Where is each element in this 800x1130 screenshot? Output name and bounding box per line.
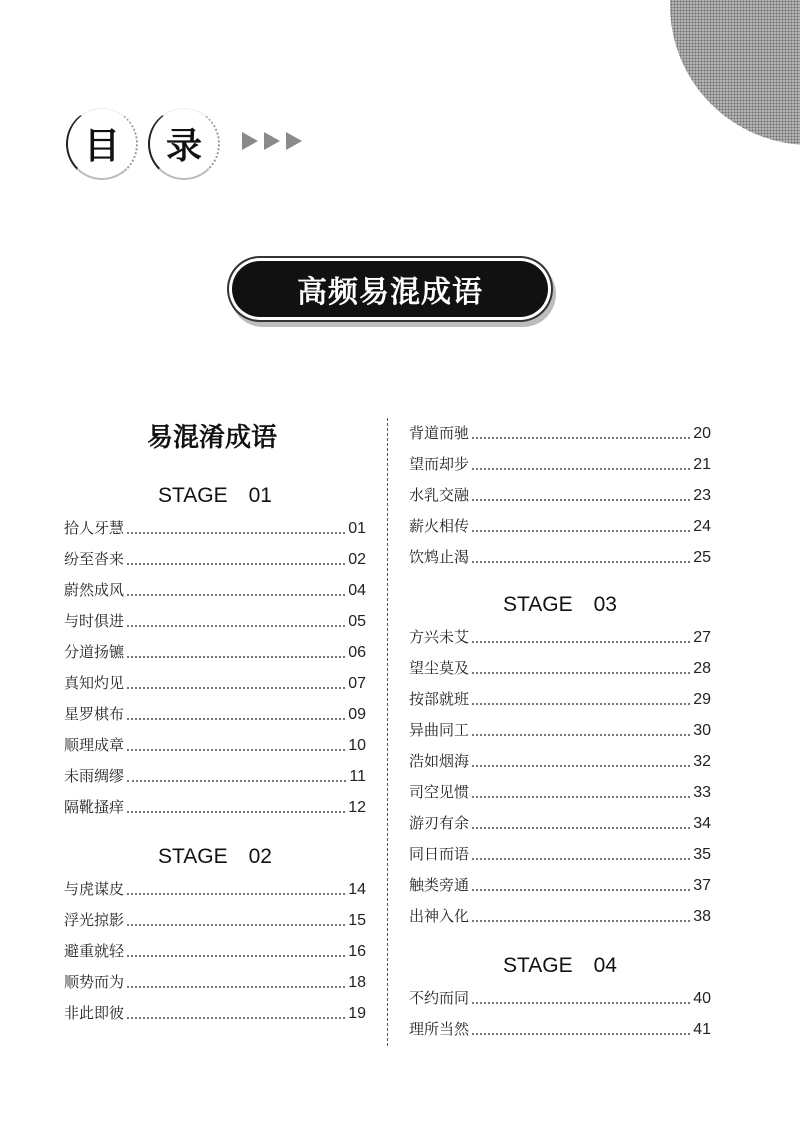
dot-leader (127, 924, 345, 926)
toc-entry-title: 隔靴搔痒 (64, 798, 125, 816)
toc-entry-page: 10 (348, 737, 366, 754)
dot-leader (472, 530, 690, 532)
toc-entry[interactable] (409, 623, 711, 647)
dot-leader (127, 687, 345, 689)
dot-leader (472, 734, 690, 736)
toc-entry-title: 蔚然成风 (64, 581, 125, 599)
dot-leader (472, 561, 690, 563)
toc-entry-title: 出神入化 (409, 907, 470, 925)
toc-entry-page: 41 (693, 1021, 711, 1038)
toc-entry-title: 理所当然 (409, 1020, 470, 1038)
toc-entry-title: 纷至沓来 (64, 550, 125, 568)
toc-entry-title: 望尘莫及 (409, 659, 470, 677)
toc-entry-page: 32 (693, 753, 711, 770)
toc-entry-title: 不约而同 (409, 989, 470, 1007)
heading-arrows (242, 132, 302, 150)
stage-label: STAGE 04 (503, 954, 617, 977)
toc-entry-page: 07 (348, 675, 366, 692)
toc-entry-page: 33 (693, 784, 711, 801)
toc-entry-title: 背道而驰 (409, 424, 470, 442)
toc-entry-title: 顺势而为 (64, 973, 125, 991)
heading-char-1: 目 (66, 108, 138, 180)
toc-entry[interactable] (409, 716, 711, 740)
dot-leader (472, 703, 690, 705)
toc-entry[interactable] (409, 481, 711, 505)
toc-entry[interactable] (409, 512, 711, 536)
toc-entry-title: 司空见惯 (409, 783, 470, 801)
toc-entry-page: 38 (693, 908, 711, 925)
toc-entry[interactable] (409, 1015, 711, 1039)
dot-leader (472, 765, 690, 767)
toc-entry-title: 分道扬镳 (64, 643, 125, 661)
toc-entry-page: 40 (693, 990, 711, 1007)
toc-entry-title: 星罗棋布 (64, 705, 125, 723)
toc-entry-page: 23 (693, 487, 711, 504)
toc-entry[interactable] (409, 778, 711, 802)
toc-entry-page: 37 (693, 877, 711, 894)
toc-entry-page: 02 (348, 551, 366, 568)
column-divider (387, 418, 388, 1046)
toc-entry[interactable] (409, 654, 711, 678)
toc-entry-page: 12 (348, 799, 366, 816)
stage-label: STAGE 03 (503, 593, 617, 616)
toc-entry-title: 非此即彼 (64, 1004, 125, 1022)
toc-entry-title: 浩如烟海 (409, 752, 470, 770)
toc-entry-page: 18 (348, 974, 366, 991)
toc-entry-page: 30 (693, 722, 711, 739)
toc-entry[interactable] (409, 871, 711, 895)
toc-entry[interactable] (64, 576, 366, 600)
stage-label: STAGE 01 (158, 484, 272, 507)
dot-leader (472, 827, 690, 829)
toc-entry-title: 异曲同工 (409, 721, 470, 739)
dot-leader (472, 1033, 690, 1035)
section-banner: 高频易混成语 (232, 261, 548, 317)
dot-leader (127, 563, 345, 565)
toc-entry-page: 21 (693, 456, 711, 473)
toc-entry-title: 方兴未艾 (409, 628, 470, 646)
toc-entry-title: 真知灼见 (64, 674, 125, 692)
dot-leader (472, 499, 690, 501)
toc-entry-title: 与时俱进 (64, 612, 125, 630)
toc-entry[interactable] (64, 875, 366, 899)
dot-leader (472, 858, 690, 860)
dot-leader (127, 811, 345, 813)
dot-leader (472, 437, 690, 439)
toc-entry[interactable] (64, 638, 366, 662)
toc-entry-page: 28 (693, 660, 711, 677)
toc-entry-title: 未雨绸缪 (64, 767, 125, 785)
dot-leader (127, 1017, 345, 1019)
dot-leader (127, 780, 346, 782)
dot-leader (472, 672, 690, 674)
toc-entry[interactable] (409, 747, 711, 771)
toc-entry[interactable] (409, 543, 711, 567)
toc-entry-title: 与虎谋皮 (64, 880, 125, 898)
toc-entry[interactable] (64, 607, 366, 631)
toc-entry-page: 14 (348, 881, 366, 898)
dot-leader (127, 656, 345, 658)
toc-entry-page: 11 (349, 768, 366, 785)
dot-leader (472, 796, 690, 798)
toc-entry-title: 水乳交融 (409, 486, 470, 504)
toc-entry[interactable] (64, 906, 366, 930)
toc-entry-title: 按部就班 (409, 690, 470, 708)
toc-entry[interactable] (64, 968, 366, 992)
toc-entry-title: 拾人牙慧 (64, 519, 125, 537)
toc-entry-page: 15 (348, 912, 366, 929)
toc-entry-page: 09 (348, 706, 366, 723)
play-arrow-icon (264, 132, 280, 150)
toc-entry-title: 望而却步 (409, 455, 470, 473)
toc-entry[interactable] (409, 809, 711, 833)
toc-entry-page: 20 (693, 425, 711, 442)
toc-entry-page: 27 (693, 629, 711, 646)
toc-entry[interactable] (64, 514, 366, 538)
toc-entry-title: 薪火相传 (409, 517, 470, 535)
toc-entry[interactable] (409, 419, 711, 443)
toc-entry[interactable] (409, 685, 711, 709)
dot-leader (127, 955, 345, 957)
dot-leader (127, 625, 345, 627)
toc-entry-page: 05 (348, 613, 366, 630)
toc-entry-page: 29 (693, 691, 711, 708)
toc-entry-page: 16 (348, 943, 366, 960)
toc-entry-page: 01 (348, 520, 366, 537)
toc-entry[interactable] (64, 793, 366, 817)
toc-entry-page: 24 (693, 518, 711, 535)
dot-leader (127, 594, 345, 596)
dot-leader (127, 532, 345, 534)
toc-entry-page: 19 (348, 1005, 366, 1022)
toc-entry-page: 34 (693, 815, 711, 832)
toc-entry-title: 同日而语 (409, 845, 470, 863)
toc-entry-title: 饮鸩止渴 (409, 548, 470, 566)
corner-dot-pattern (670, 0, 800, 145)
toc-entry[interactable] (64, 545, 366, 569)
toc-heading (66, 108, 366, 184)
toc-entry[interactable] (64, 669, 366, 693)
heading-char-2: 录 (148, 108, 220, 180)
toc-entry[interactable] (64, 937, 366, 961)
play-arrow-icon (286, 132, 302, 150)
toc-entry[interactable] (64, 731, 366, 755)
dot-leader (127, 986, 345, 988)
dot-leader (472, 920, 690, 922)
toc-entry[interactable] (64, 762, 366, 786)
toc-entry[interactable] (409, 840, 711, 864)
toc-entry-page: 06 (348, 644, 366, 661)
play-arrow-icon (242, 132, 258, 150)
toc-entry-title: 浮光掠影 (64, 911, 125, 929)
toc-entry-title: 触类旁通 (409, 876, 470, 894)
toc-entry[interactable] (409, 450, 711, 474)
dot-leader (127, 893, 345, 895)
toc-entry-title: 避重就轻 (64, 942, 125, 960)
toc-entry[interactable] (64, 999, 366, 1023)
category-title: 易混淆成语 (146, 423, 277, 453)
toc-entry[interactable] (64, 700, 366, 724)
dot-leader (472, 468, 690, 470)
toc-entry-title: 顺理成章 (64, 736, 125, 754)
dot-leader (127, 718, 345, 720)
toc-entry-page: 25 (693, 549, 711, 566)
toc-entry-page: 04 (348, 582, 366, 599)
stage-label: STAGE 02 (158, 845, 272, 868)
dot-leader (472, 641, 690, 643)
toc-entry[interactable] (409, 984, 711, 1008)
toc-entry-page: 35 (693, 846, 711, 863)
dot-leader (472, 1002, 690, 1004)
dot-leader (127, 749, 345, 751)
dot-leader (472, 889, 690, 891)
toc-entry[interactable] (409, 902, 711, 926)
toc-entry-title: 游刃有余 (409, 814, 470, 832)
